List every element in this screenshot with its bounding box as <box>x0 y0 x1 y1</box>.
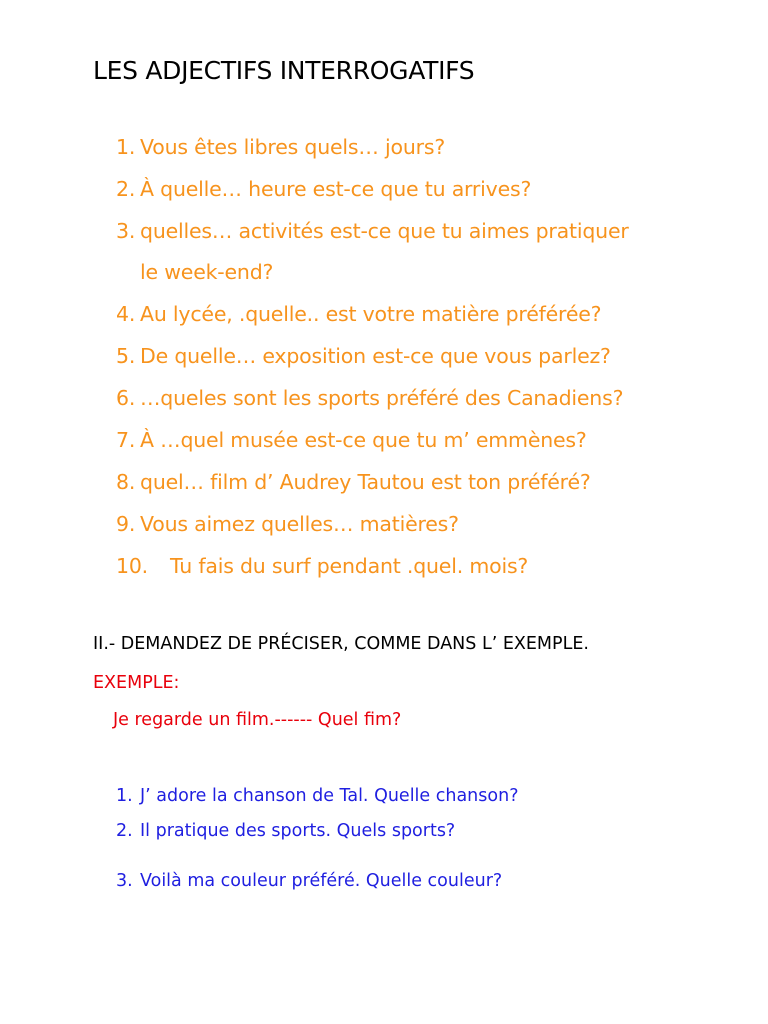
item-text: Au lycée, .quelle.. est votre matière préférée? <box>140 302 602 326</box>
page-title: LES ADJECTIFS INTERROGATIFS <box>93 56 475 85</box>
item-text: À quelle… heure est-ce que tu arrives? <box>140 177 532 201</box>
example-text: Je regarde un film.------ Quel fim? <box>113 710 402 730</box>
item-number: 8. <box>116 470 136 494</box>
item-text: …queles sont les sports préféré des Canadiens? <box>140 386 624 410</box>
item-number: 2. <box>116 177 136 201</box>
item-text: quel… film d’ Audrey Tautou est ton préféré? <box>140 470 591 494</box>
item-text: De quelle… exposition est-ce que vous parlez? <box>140 344 611 368</box>
item-number: 6. <box>116 386 136 410</box>
item-text: quelles… activités est-ce que tu aimes pratiquer <box>140 219 629 243</box>
item-text: Il pratique des sports. Quels sports? <box>140 821 456 841</box>
section-2-heading: II.- DEMANDEZ DE PRÉCISER, COMME DANS L’ EXEMPLE. <box>93 634 589 654</box>
item-text: Tu fais du surf pendant .quel. mois? <box>170 554 529 578</box>
item-number: 7. <box>116 428 136 452</box>
item-number: 2. <box>116 821 133 841</box>
item-number: 1. <box>116 135 136 159</box>
item-text: Voilà ma couleur préféré. Quelle couleur? <box>140 871 503 891</box>
item-number: 9. <box>116 512 136 536</box>
item-text: Vous êtes libres quels… jours? <box>140 135 446 159</box>
item-text-continuation: le week-end? <box>140 260 274 284</box>
item-number: 3. <box>116 219 136 243</box>
item-number: 3. <box>116 871 133 891</box>
item-text: J’ adore la chanson de Tal. Quelle chanson? <box>140 786 519 806</box>
item-number: 4. <box>116 302 136 326</box>
item-number: 1. <box>116 786 133 806</box>
item-text: Vous aimez quelles… matières? <box>140 512 459 536</box>
item-number: 5. <box>116 344 136 368</box>
item-text: À …quel musée est-ce que tu m’ emmènes? <box>140 428 587 452</box>
item-number: 10. <box>116 554 149 578</box>
example-label: EXEMPLE: <box>93 673 180 693</box>
